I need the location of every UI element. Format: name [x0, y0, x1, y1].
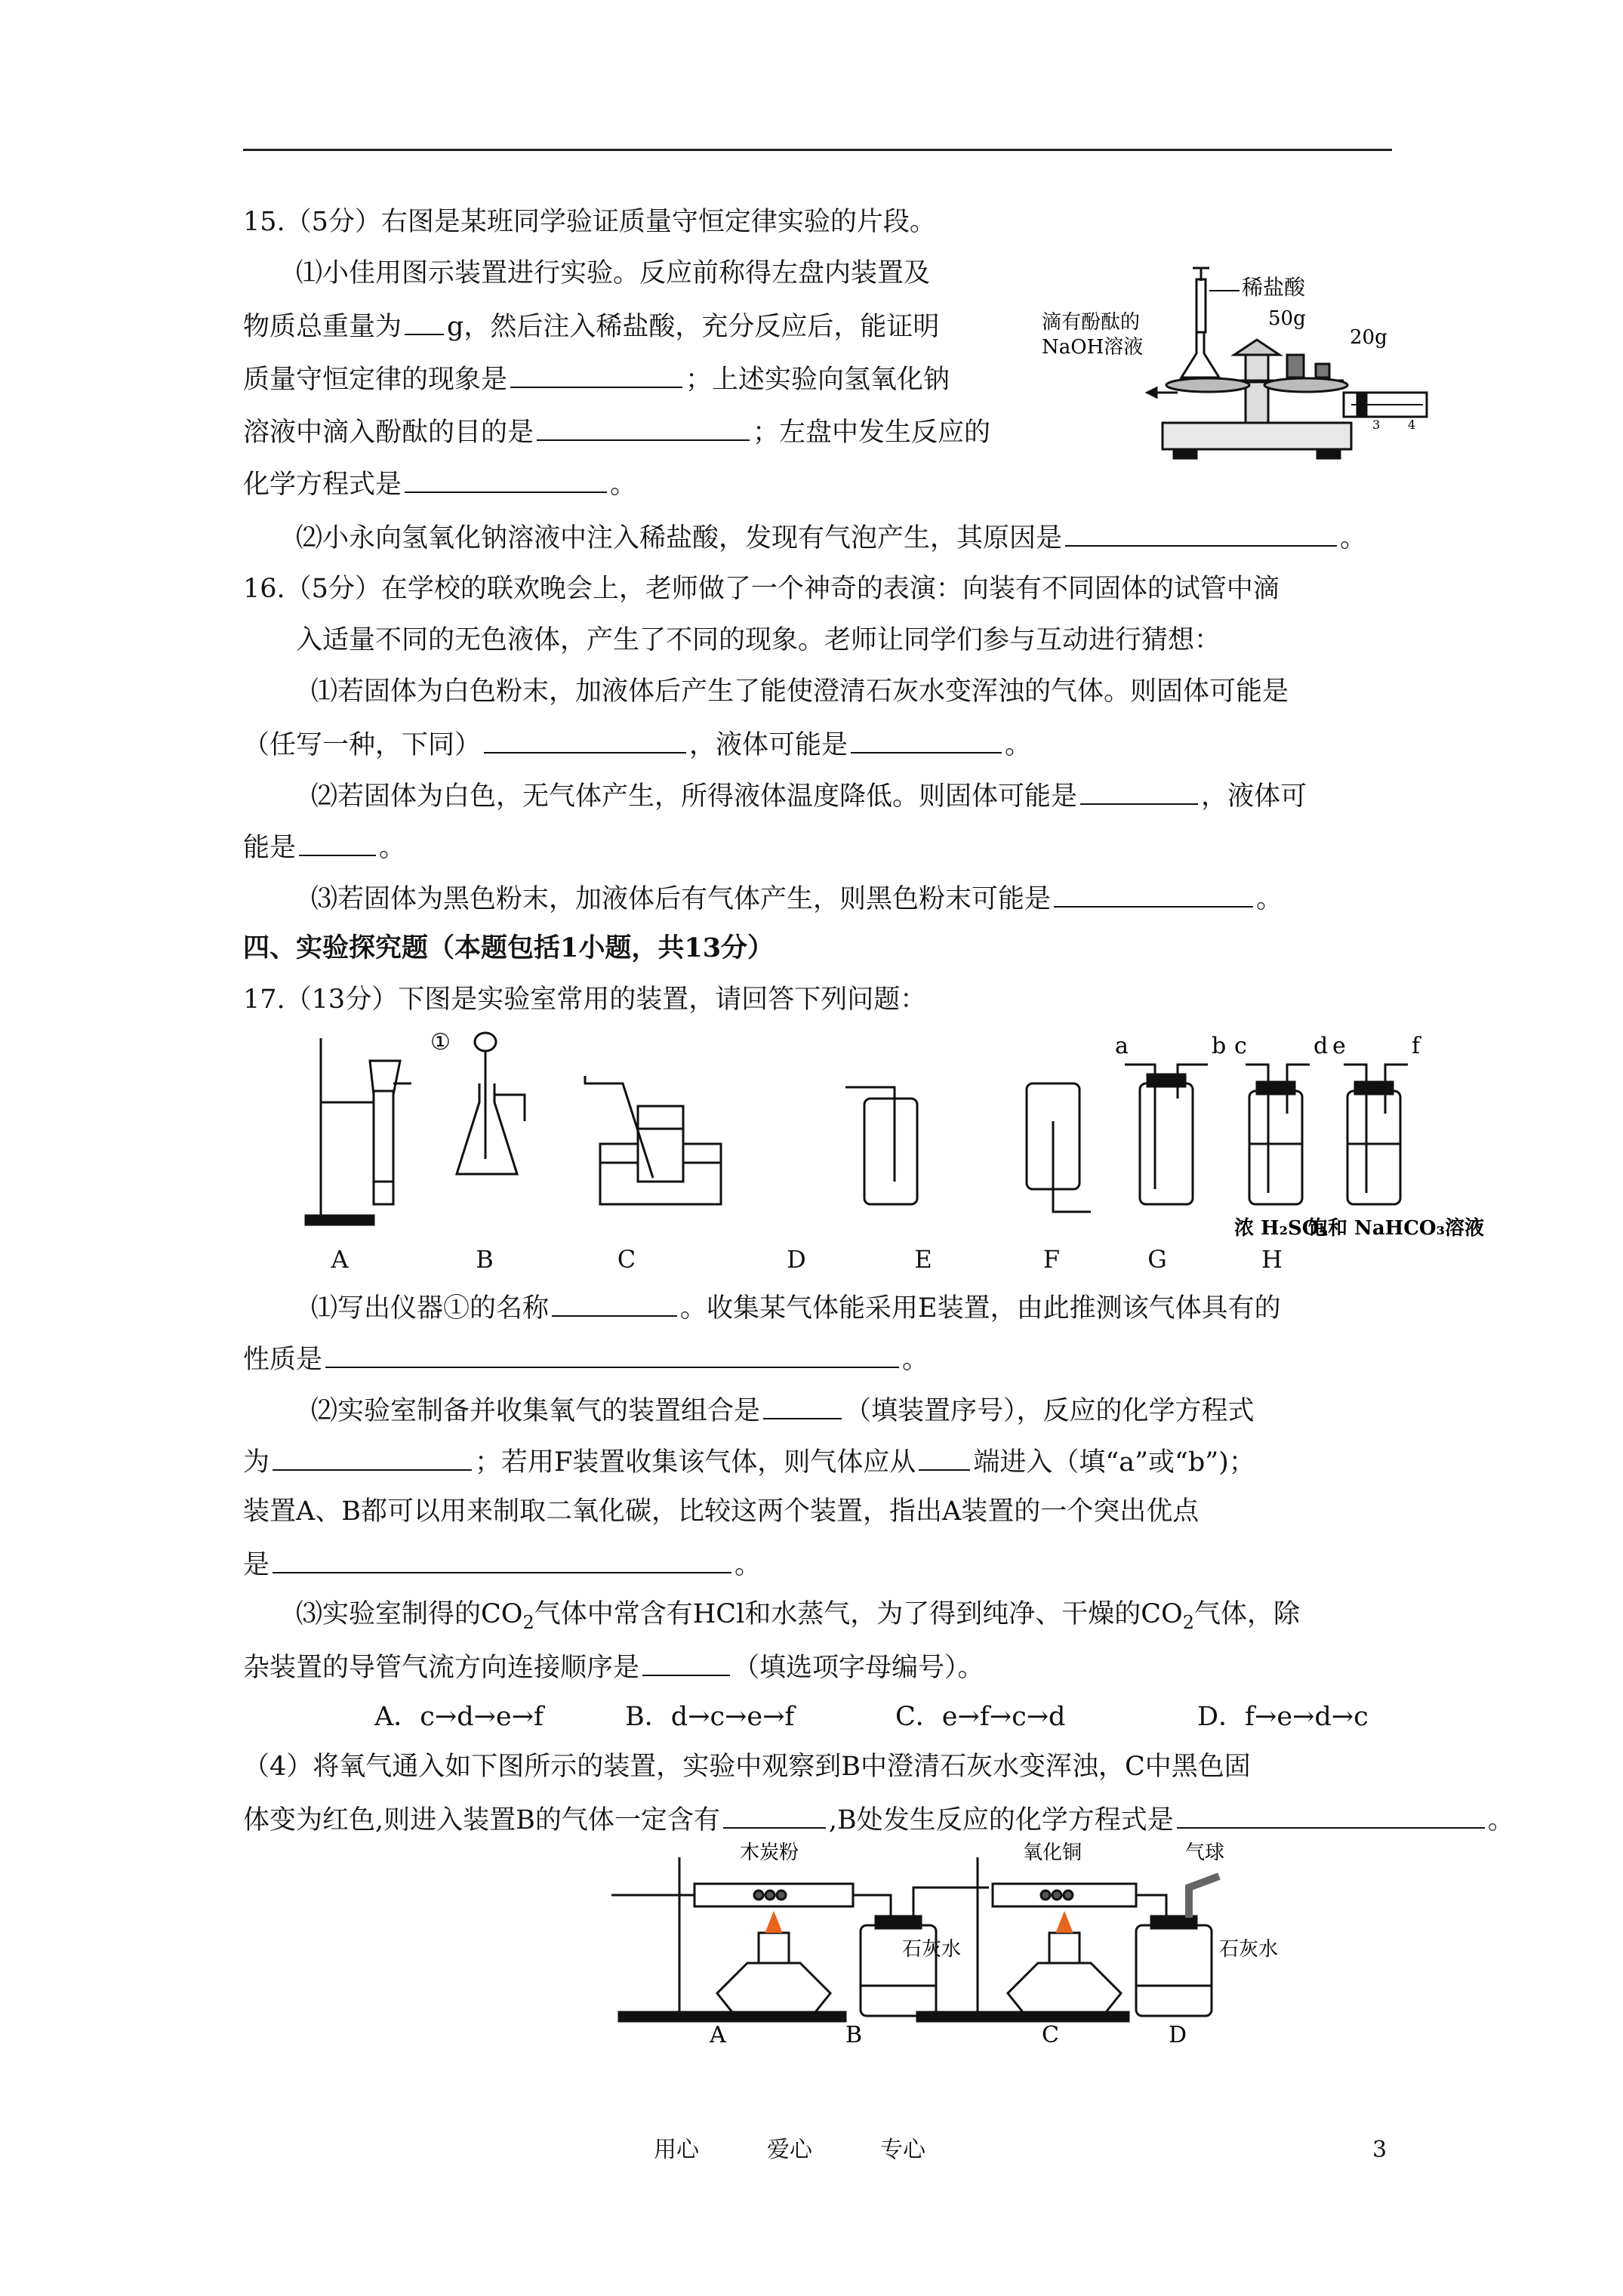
q15-p1-line2: 物质总重量为 g，然后注入稀盐酸，充分反应后，能证明 — [243, 308, 939, 344]
option-c[interactable]: C．e→f→c→d — [895, 1702, 1066, 1732]
option-a[interactable]: A．c→d→e→f — [374, 1702, 544, 1732]
port-b: b — [1212, 1033, 1227, 1059]
port-c: c — [1234, 1033, 1247, 1059]
scale-mark-4: 4 — [1408, 418, 1416, 432]
q16-p2-line2: 能是 。 — [243, 829, 405, 864]
q17-p4-line1: （4）将氧气通入如下图所示的装置，实验中观察到B中澄清石灰水变浑浊，C中黑色固 — [243, 1752, 1251, 1782]
answer-blank[interactable] — [1065, 519, 1337, 547]
header-rule — [243, 149, 1392, 151]
q17-title: 17.（13分）下图是实验室常用的装置，请回答下列问题： — [243, 985, 927, 1015]
option-b[interactable]: B．d→c→e→f — [625, 1702, 795, 1732]
q17-p2-line1: ⑵实验室制备并收集氧气的装置组合是 （填装置序号），反应的化学方程式 — [311, 1392, 1255, 1428]
q17-p1-line1: ⑴写出仪器①的名称 。收集某气体能采用E装置，由此推测该气体具有的 — [311, 1290, 1281, 1325]
label-weight-50g: 50g — [1268, 307, 1306, 330]
apparatus-label-h: H — [1261, 1245, 1283, 1274]
q17-p4-line2: 体变为红色,则进入装置B的气体一定含有 ,B处发生反应的化学方程式是 。 — [243, 1801, 1514, 1837]
answer-blank[interactable] — [919, 1444, 970, 1471]
answer-blank[interactable] — [510, 361, 682, 388]
answer-blank[interactable] — [1177, 1801, 1485, 1829]
circle-1-label: ① — [430, 1029, 451, 1056]
q17-p3-line2: 杂装置的导管气流方向连接顺序是 （填选项字母编号）。 — [243, 1649, 984, 1684]
apparatus-label-c: C — [617, 1245, 636, 1274]
label-conc-h2so4: 浓 H₂SO₄ — [1234, 1217, 1328, 1240]
q16-line1: 16.（5分）在学校的联欢晚会上，老师做了一个神奇的表演：向装有不同固体的试管中滴 — [243, 574, 1280, 604]
port-d: d — [1313, 1033, 1329, 1059]
apparatus-label-f: F — [1042, 1245, 1061, 1274]
label-copper-oxide: 氧化铜 — [1023, 1841, 1083, 1864]
fig2-label-c: C — [1042, 2022, 1059, 2048]
q17-p2-line2: 为 ；若用F装置收集该气体，则气体应从 端进入（填“a”或“b”)； — [243, 1444, 1255, 1479]
q17-p3-line1: ⑶实验室制得的$CO_2$气体中常含有HCl和水蒸气，为了得到纯净、干燥的$CO_2$气体，除 — [296, 1599, 1301, 1633]
answer-blank[interactable] — [763, 1392, 842, 1419]
fig2-label-a: A — [710, 2022, 726, 2048]
answer-blank[interactable] — [273, 1546, 731, 1573]
answer-blank[interactable] — [851, 726, 1002, 754]
answer-blank[interactable] — [552, 1290, 677, 1317]
q16-p1-line1: ⑴若固体为白色粉末，加液体后产生了能使澄清石灰水变浑浊的气体。则固体可能是 — [311, 676, 1289, 707]
label-weight-20g: 20g — [1350, 326, 1387, 349]
footer-word-3: 专心 — [880, 2137, 925, 2163]
label-naoh-2: NaOH溶液 — [1042, 336, 1144, 359]
q17-p2-line4: 是 。 — [243, 1546, 761, 1582]
answer-blank[interactable] — [723, 1801, 826, 1829]
q15-p2: ⑵小永向氢氧化钠溶液中注入稀盐酸，发现有气泡产生，其原因是 。 — [296, 519, 1366, 555]
section-4-heading: 四、实验探究题（本题包括1小题，共13分） — [243, 932, 775, 963]
apparatus-label-b: B — [476, 1245, 494, 1274]
q16-line2: 入适量不同的无色液体，产生了不同的现象。老师让同学们参与互动进行猜想： — [296, 625, 1221, 655]
label-naoh-1: 滴有酚酞的 — [1042, 311, 1141, 334]
q15-p1-line4: 溶液中滴入酚酞的目的是 ；左盘中发生反应的 — [243, 414, 990, 449]
answer-blank[interactable] — [273, 1444, 472, 1471]
apparatus-label-g: G — [1147, 1245, 1167, 1274]
port-e: e — [1332, 1033, 1346, 1059]
page-number: 3 — [1372, 2137, 1387, 2163]
answer-blank[interactable] — [405, 308, 444, 335]
footer-word-1: 用心 — [654, 2137, 699, 2163]
port-f: f — [1412, 1033, 1421, 1059]
label-balloon: 气球 — [1185, 1841, 1225, 1864]
answer-blank[interactable] — [325, 1341, 899, 1368]
answer-blank[interactable] — [299, 829, 376, 856]
option-d[interactable]: D．f→e→d→c — [1197, 1702, 1369, 1732]
q15-title: 15.（5分）右图是某班同学验证质量守恒定律实验的片段。 — [243, 207, 936, 237]
port-a: a — [1115, 1033, 1129, 1059]
scale-mark-3: 3 — [1372, 418, 1381, 432]
q16-p1-line2: （任写一种，下同） ，液体可能是 。 — [243, 726, 1031, 762]
label-charcoal: 木炭粉 — [740, 1841, 799, 1864]
q15-p1-line5: 化学方程式是 。 — [243, 466, 636, 501]
answer-blank[interactable] — [1054, 880, 1253, 908]
apparatus-label-e: E — [914, 1245, 932, 1274]
answer-blank[interactable] — [537, 414, 750, 441]
q16-p2-line1: ⑵若固体为白色，无气体产生，所得液体温度降低。则固体可能是 ，液体可 — [311, 778, 1307, 813]
q15-p1-line1: ⑴小佳用图示装置进行实验。反应前称得左盘内装置及 — [296, 258, 931, 288]
balance-figure — [1042, 264, 1434, 468]
q17-p1-line2: 性质是 。 — [243, 1341, 929, 1376]
combustion-apparatus-figure — [604, 1841, 1279, 2048]
apparatus-label-d: D — [787, 1245, 806, 1274]
answer-blank[interactable] — [1080, 778, 1198, 805]
label-limewater-b: 石灰水 — [902, 1938, 962, 1961]
label-nahco3: 饱和 NaHCO₃溶液 — [1308, 1217, 1484, 1240]
apparatus-row-figure — [298, 1029, 1484, 1257]
answer-blank[interactable] — [405, 466, 607, 493]
answer-blank[interactable] — [642, 1649, 730, 1676]
label-limewater-d: 石灰水 — [1219, 1938, 1279, 1961]
footer-word-2: 爱心 — [767, 2137, 812, 2163]
label-dilute-hcl: 稀盐酸 — [1242, 275, 1306, 300]
fig2-label-d: D — [1169, 2022, 1187, 2048]
answer-blank[interactable] — [484, 726, 686, 754]
apparatus-label-a: A — [331, 1245, 349, 1274]
q15-p1-line3: 质量守恒定律的现象是 ；上述实验向氢氧化钠 — [243, 361, 950, 396]
fig2-label-b: B — [845, 2022, 863, 2048]
q17-p2-line3: 装置A、B都可以用来制取二氧化碳，比较这两个装置，指出A装置的一个突出优点 — [243, 1496, 1200, 1527]
q16-p3: ⑶若固体为黑色粉末，加液体后有气体产生，则黑色粉末可能是 。 — [311, 880, 1283, 916]
